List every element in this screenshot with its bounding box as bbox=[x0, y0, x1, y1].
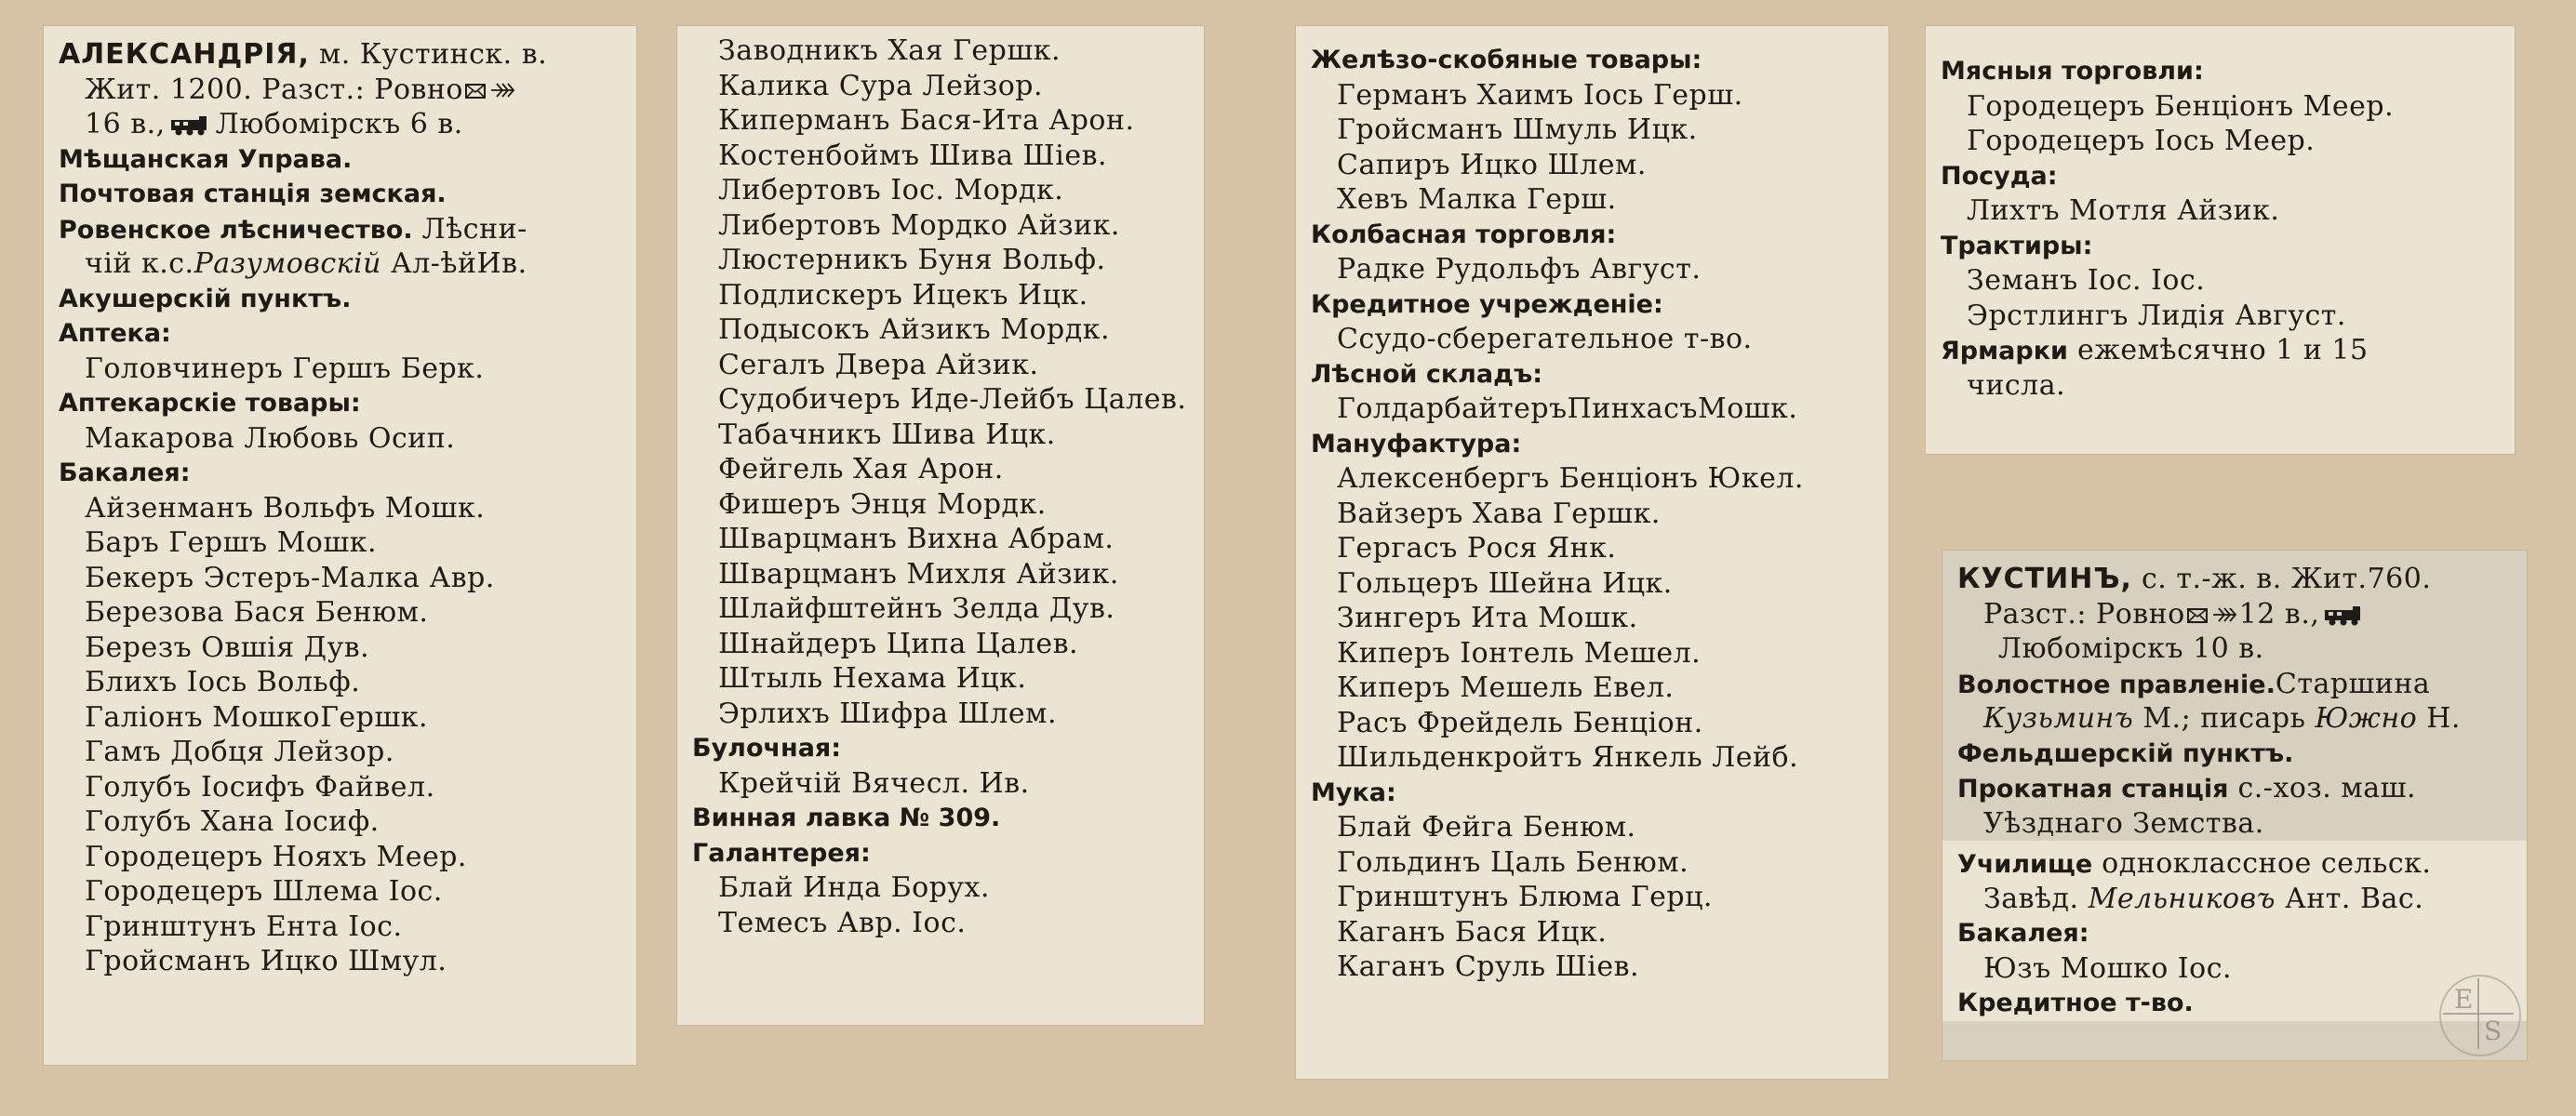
telegraph-icon bbox=[2211, 598, 2237, 631]
list-item: Юзъ Мошко Iос. bbox=[1983, 951, 2233, 985]
section-heading: Мануфактура: bbox=[1311, 429, 1522, 458]
list-item: Заводникъ Хая Гершк. bbox=[718, 34, 1061, 67]
list-item: Расъ Фрейдель Бенціон. bbox=[1337, 706, 1703, 739]
list-item: Люстерникъ Буня Вольф. bbox=[718, 244, 1106, 276]
seal-letter-top: E bbox=[2454, 984, 2474, 1015]
place-info: с. т.-ж. в. Жит.760. bbox=[2141, 563, 2432, 595]
list-item: ГолдарбайтеръПинхасъМошк. bbox=[1337, 392, 1798, 425]
list-item: Голубъ Iосифъ Файвел. bbox=[85, 770, 435, 804]
distance-line-2 bbox=[59, 107, 623, 142]
section-heading: Посуда: bbox=[1941, 161, 2058, 191]
list-item: Алексенбергъ Бенціонъ Юкел. bbox=[1337, 462, 1804, 495]
entry-line bbox=[1957, 667, 2514, 702]
section-heading: Акушерскій пунктъ. bbox=[59, 284, 352, 313]
entry-header-line bbox=[59, 37, 623, 73]
list-item: Подысокъ Айзикъ Мордк. bbox=[718, 313, 1110, 346]
railway-station-icon bbox=[2323, 605, 2366, 626]
list-item: Хевъ Малка Герш. bbox=[1337, 183, 1617, 216]
list-item: Сапиръ Ицко Шлем. bbox=[1337, 148, 1647, 181]
list-item: Блихъ Iось Вольф. bbox=[85, 666, 361, 698]
post-office-icon bbox=[2187, 598, 2208, 631]
section-heading: Ярмарки bbox=[1941, 337, 2068, 365]
section-heading: Булочная: bbox=[692, 734, 842, 763]
person-name: Южно bbox=[2315, 702, 2418, 735]
list-item: Березова Бася Бенюм. bbox=[85, 596, 429, 629]
entry-line bbox=[1957, 846, 2514, 882]
distance-text: Разст.: Ровно bbox=[1983, 597, 2185, 631]
person-name: Разумовскій bbox=[194, 247, 381, 280]
list-item: Гринштунъ Блюма Герц. bbox=[1337, 881, 1713, 913]
list-item: Эрстлингъ Лидія Август. bbox=[1967, 299, 2346, 332]
entry-text: с.-хоз. маш. bbox=[2237, 772, 2417, 804]
person-name: Кузьминъ bbox=[1983, 702, 2134, 735]
entry-line bbox=[1957, 771, 2514, 806]
distance-text: Любомірскъ 6 в. bbox=[215, 108, 463, 140]
list-item: Калика Сура Лейзор. bbox=[718, 69, 1044, 102]
section-heading: Аптекарскіе товары: bbox=[59, 389, 361, 418]
column-aleksandriya-1 bbox=[44, 26, 636, 1065]
telegraph-icon bbox=[489, 73, 515, 107]
list-item: Крейчій Вячесл. Ив. bbox=[718, 766, 1030, 800]
list-item: Шварцманъ Вихна Абрам. bbox=[718, 523, 1114, 555]
list-item: Гамъ Добця Лейзор. bbox=[85, 736, 394, 768]
list-item: Гергасъ Рося Янк. bbox=[1337, 532, 1617, 565]
entry-text: Н. bbox=[2426, 702, 2461, 735]
list-item: Подлискеръ Ицекъ Ицк. bbox=[718, 278, 1088, 312]
column-aleksandriya-4 bbox=[1926, 26, 2515, 454]
list-item: Сегалъ Двера Айзик. bbox=[718, 348, 1039, 381]
entry-text: М.; писарь bbox=[2142, 702, 2306, 735]
list-item: Городецеръ Бенціонъ Меер. bbox=[1967, 89, 2395, 123]
list-item: Бекеръ Эстеръ-Малка Авр. bbox=[85, 561, 495, 594]
list-item: Темесъ Авр. Iос. bbox=[718, 906, 967, 939]
entry-line bbox=[1957, 882, 2514, 917]
section-heading: Волостное правленіе. bbox=[1957, 670, 2276, 699]
entry-text: числа. bbox=[1967, 368, 2066, 402]
list-item: Каганъ Сруль Шіев. bbox=[1337, 950, 1640, 983]
entry-line bbox=[1941, 333, 2502, 368]
list-item: Земанъ Iос. Iос. bbox=[1967, 264, 2206, 297]
list-item: Каганъ Бася Ицк. bbox=[1337, 915, 1608, 949]
section-heading: Фельдшерскій пунктъ. bbox=[1957, 738, 2294, 768]
list-item: Ссудо-сберегательное т-во. bbox=[1337, 323, 1753, 355]
list-item: Табачникъ Шива Ицк. bbox=[718, 418, 1056, 451]
section-heading: Желѣзо-скобяные товары: bbox=[1311, 46, 1702, 74]
list-item: Блай Инда Борух. bbox=[718, 871, 990, 904]
distance-text: 12 в., bbox=[2238, 597, 2320, 631]
entry-text: Завѣд. bbox=[1983, 882, 2079, 915]
list-item: Березъ Овшія Дув. bbox=[85, 631, 370, 664]
entry-text: Лѣсни- bbox=[421, 212, 527, 246]
entry-text: Ант. Вас. bbox=[2285, 882, 2424, 915]
list-item: Шнайдеръ Ципа Цалев. bbox=[718, 627, 1079, 660]
list-item: Либертовъ Iос. Мордк. bbox=[718, 174, 1064, 206]
section-heading: Мука: bbox=[1311, 777, 1396, 807]
list-item: Гольцеръ Шейна Ицк. bbox=[1337, 566, 1673, 600]
section-heading: Мѣщанская Управа. bbox=[59, 144, 353, 174]
list-item: Вайзеръ Хава Гершк. bbox=[1337, 497, 1661, 530]
list-item: Голубъ Хана Iосиф. bbox=[85, 805, 380, 838]
list-item: Городецеръ Iось Меер. bbox=[1967, 125, 2316, 157]
entry-line bbox=[59, 246, 623, 282]
list-item: Судобичеръ Иде-Лейбъ Цалев. bbox=[718, 383, 1187, 416]
distance-text: Жит. 1200. Разст.: Ровно bbox=[85, 73, 463, 106]
section-heading: Училище bbox=[1957, 850, 2093, 879]
distance-line bbox=[1957, 597, 2514, 632]
list-item: Эрлихъ Шифра Шлем. bbox=[718, 697, 1058, 730]
section-heading: Мясныя торговли: bbox=[1941, 57, 2204, 86]
list-item: Киперъ Iонтель Мешел. bbox=[1337, 636, 1702, 670]
list-item: Головчинеръ Гершъ Берк. bbox=[85, 352, 485, 385]
list-item: Либертовъ Мордко Айзик. bbox=[718, 208, 1120, 242]
distance-line-2: Любомірскъ 10 в. bbox=[1998, 632, 2264, 665]
place-name: КУСТИНЪ, bbox=[1957, 563, 2132, 595]
column-aleksandriya-3 bbox=[1296, 26, 1889, 1079]
entry-header-line bbox=[1957, 562, 2514, 597]
list-item: Гройсманъ Шмуль Ицк. bbox=[1337, 113, 1698, 146]
list-item: Штыль Нехама Ицк. bbox=[718, 662, 1027, 695]
entry-line bbox=[1957, 701, 2514, 737]
distance-line bbox=[59, 73, 623, 108]
entry-line bbox=[59, 212, 623, 247]
distance-text: 16 в., bbox=[85, 108, 166, 140]
list-item: Айзенманъ Вольфъ Мошк. bbox=[85, 491, 486, 525]
section-heading: Кредитное учрежденіе: bbox=[1311, 289, 1663, 319]
place-name: АЛЕКСАНДРІЯ, bbox=[59, 38, 310, 71]
list-item: Шильденкройтъ Янкель Лейб. bbox=[1337, 741, 1799, 774]
list-item: Лихтъ Мотля Айзик. bbox=[1967, 194, 2280, 227]
entry-text: ежемѣсячно 1 и 15 bbox=[2077, 334, 2369, 366]
person-name: Мельниковъ bbox=[2088, 882, 2276, 915]
section-heading: Кредитное т-во. bbox=[1957, 989, 2194, 1017]
list-item: Фейгель Хая Арон. bbox=[718, 453, 1004, 485]
list-item: Зингеръ Ита Мошк. bbox=[1337, 602, 1638, 634]
section-heading: Винная лавка № 309. bbox=[692, 804, 1001, 832]
entry-text: чій к.с. bbox=[85, 247, 194, 280]
list-item: Фишеръ Энця Мордк. bbox=[718, 487, 1047, 521]
list-item: Макарова Любовь Осип. bbox=[85, 421, 456, 455]
list-item: Киперъ Мешель Евел. bbox=[1337, 671, 1675, 704]
list-item: Германъ Хаимъ Iось Герш. bbox=[1337, 78, 1743, 112]
list-item: Блай Фейга Бенюм. bbox=[1337, 811, 1636, 844]
list-item: Галіонъ МошкоГершк. bbox=[85, 700, 429, 734]
section-heading: Колбасная торговля: bbox=[1311, 219, 1617, 249]
section-heading: Бакалея: bbox=[59, 458, 191, 487]
list-item: Шлайфштейнъ Зелда Дув. bbox=[718, 592, 1115, 625]
list-item: Гринштунъ Ента Iос. bbox=[85, 910, 403, 943]
entry-text: Уѣзднаго Земства. bbox=[1983, 806, 2264, 840]
entry-text: Старшина bbox=[2275, 667, 2431, 700]
list-item: Баръ Гершъ Мошк. bbox=[85, 526, 378, 559]
post-office-icon bbox=[465, 73, 486, 107]
section-heading: Лѣсной складъ: bbox=[1311, 359, 1543, 389]
section-heading: Галантерея: bbox=[692, 838, 871, 868]
section-heading: Бакалея: bbox=[1957, 919, 2089, 948]
section-heading: Трактиры: bbox=[1941, 231, 2093, 260]
list-item: Городецеръ Шлема Iос. bbox=[85, 875, 443, 908]
entry-text: Ал-ѣйИв. bbox=[391, 247, 527, 280]
list-item: Киперманъ Бася-Ита Арон. bbox=[718, 104, 1135, 137]
place-info: м. Кустинск. в. bbox=[318, 38, 548, 71]
seal-letter-bottom: S bbox=[2484, 1016, 2503, 1046]
watermark-seal bbox=[2439, 975, 2521, 1056]
section-heading: Аптека: bbox=[59, 319, 171, 348]
section-heading: Ровенское лѣсничество. bbox=[59, 215, 413, 245]
list-item: Шварцманъ Михля Айзик. bbox=[718, 557, 1119, 591]
section-heading: Прокатная станція bbox=[1957, 775, 2229, 804]
list-item: Радке Рудольфъ Август. bbox=[1337, 253, 1702, 286]
list-item: Костенбоймъ Шива Шіев. bbox=[718, 139, 1108, 172]
railway-station-icon bbox=[169, 115, 212, 136]
column-aleksandriya-2 bbox=[677, 26, 1204, 1025]
entry-text: одноклассное сельск. bbox=[2102, 847, 2432, 880]
list-item: Гольдинъ Цаль Бенюм. bbox=[1337, 845, 1689, 879]
list-item: Городецеръ Нояхъ Меер. bbox=[85, 840, 467, 873]
list-item: Гройсманъ Ицко Шмул. bbox=[85, 945, 447, 977]
section-heading: Почтовая станція земская. bbox=[59, 179, 447, 208]
